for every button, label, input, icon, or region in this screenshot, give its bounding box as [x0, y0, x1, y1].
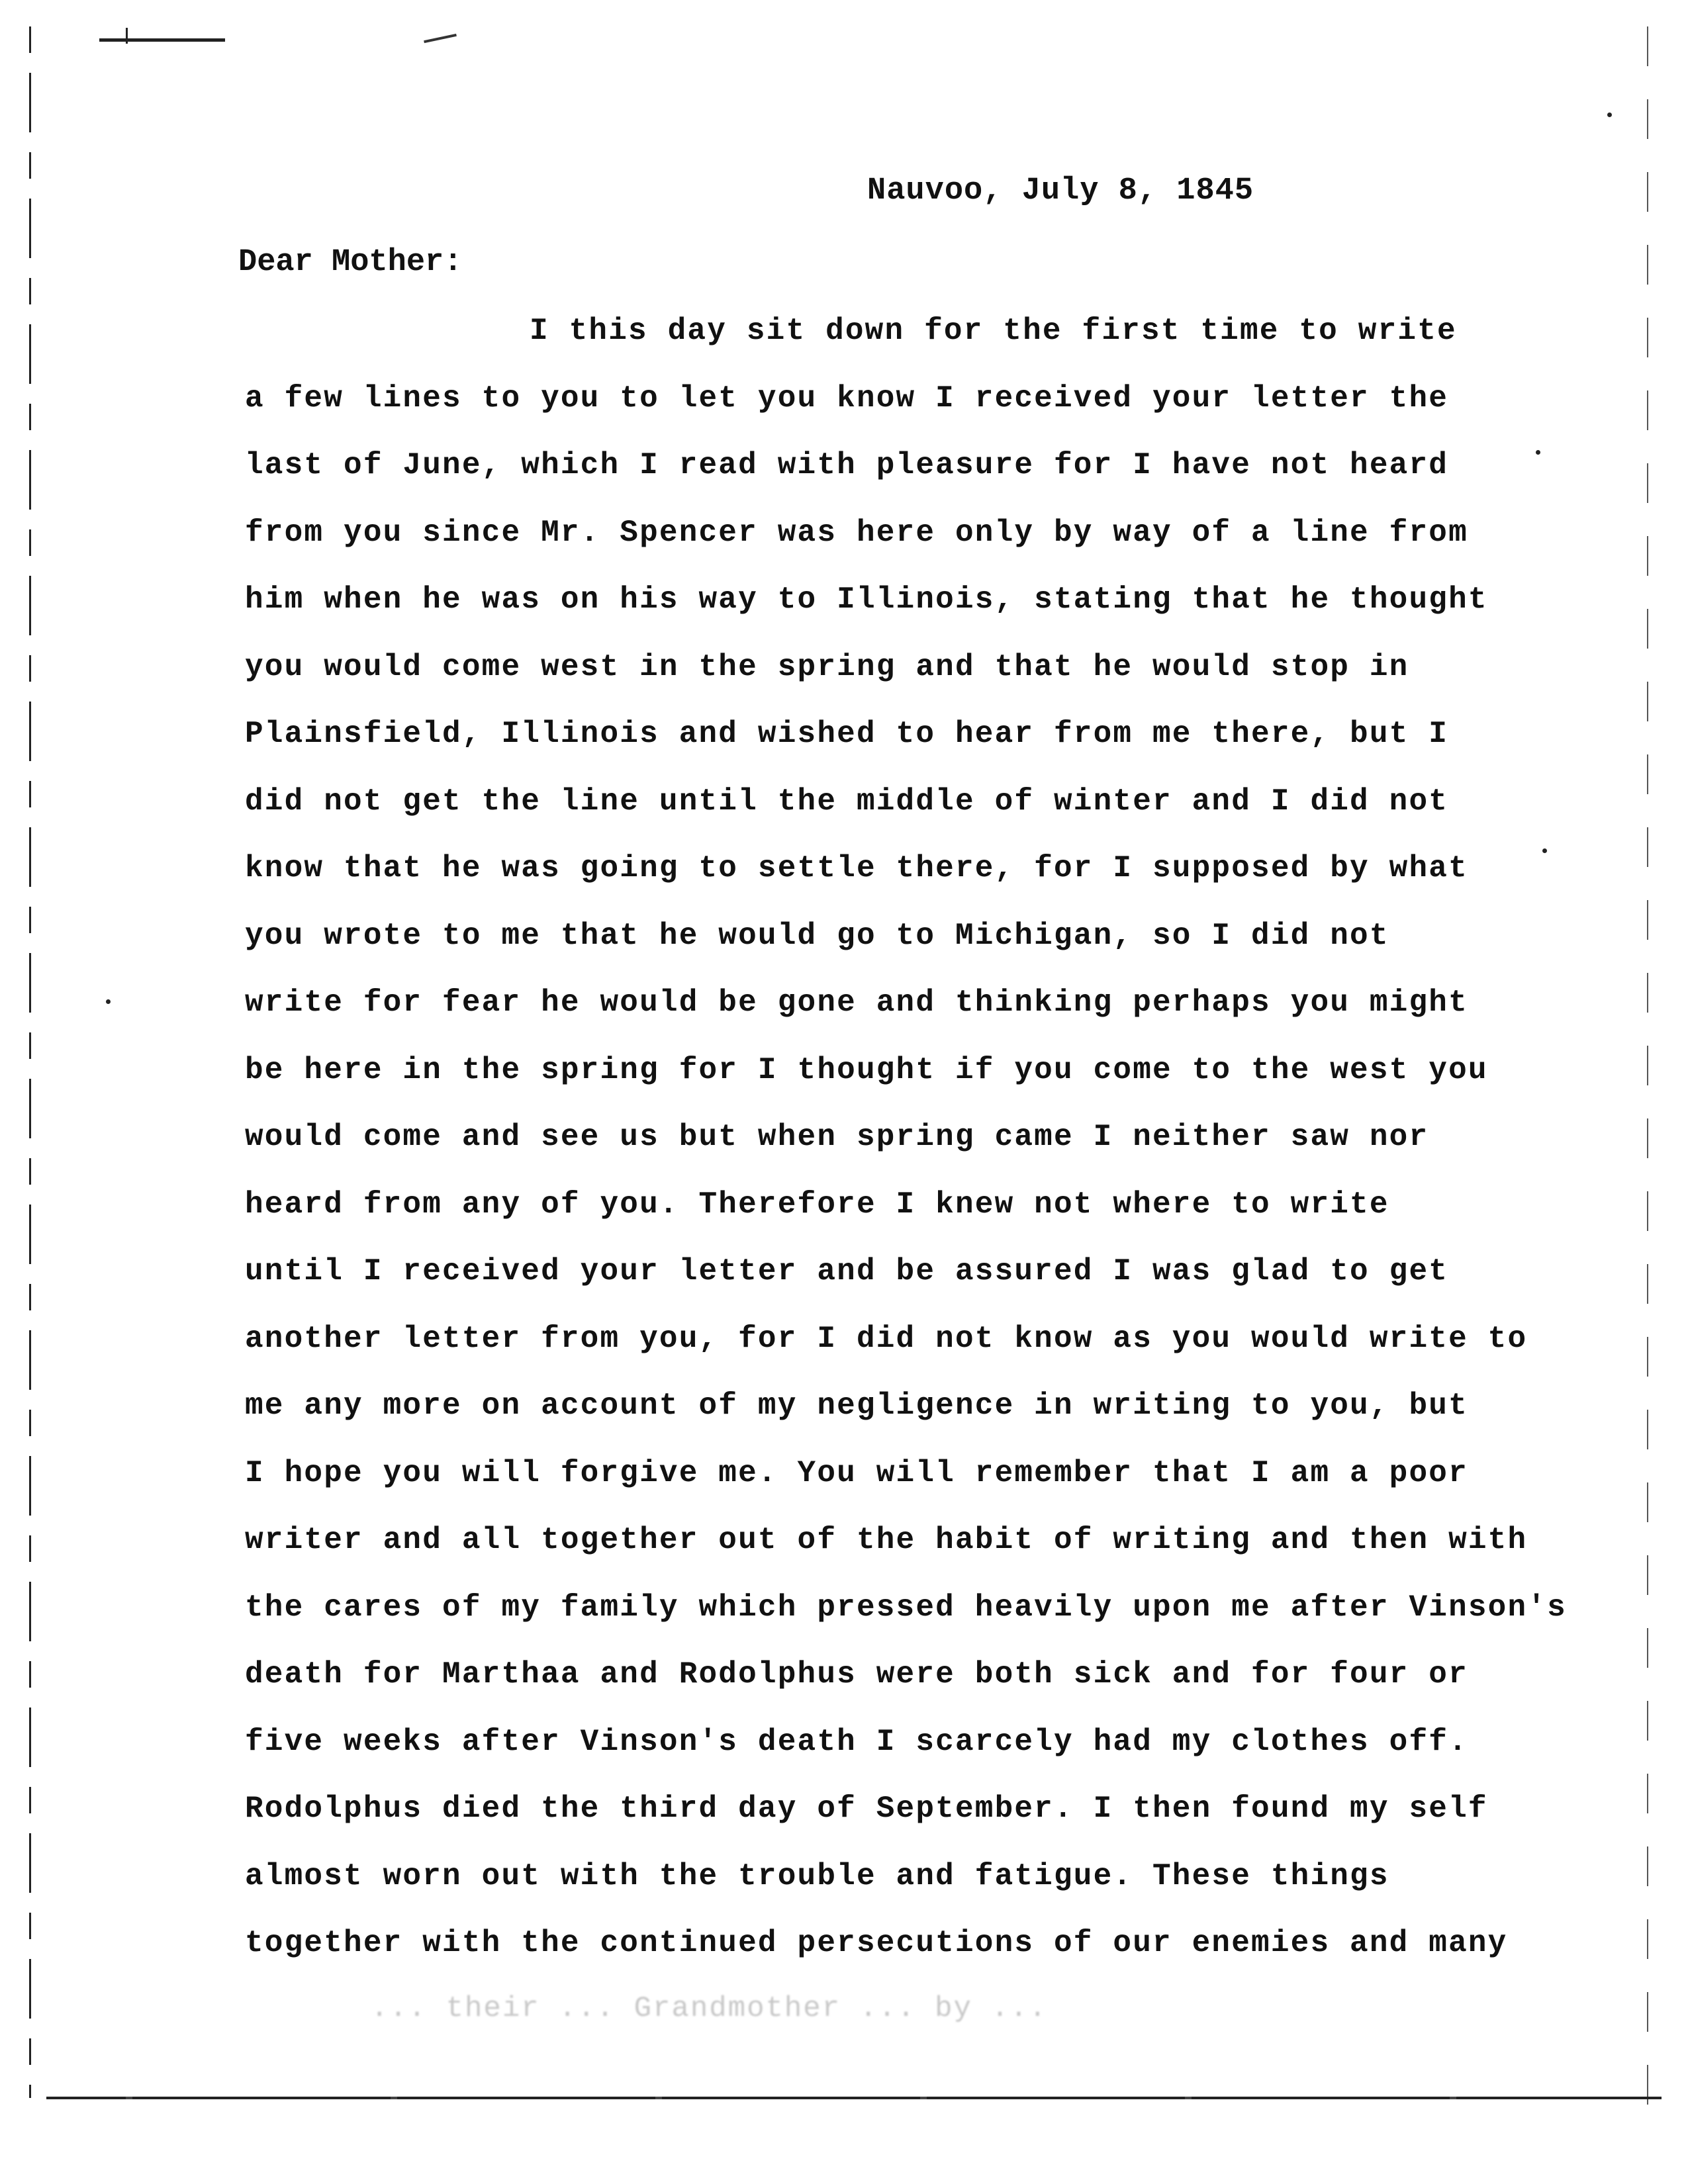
scan-speck [106, 999, 111, 1004]
bleed-through-text: ... their ... Grandmother ... by ... [371, 1992, 1048, 2025]
letter-line: together with the continued persecutions of our enemies and many [245, 1926, 1508, 1960]
scan-mark [424, 34, 457, 43]
letter-line: write for fear he would be gone and thinking perhaps you might [245, 985, 1468, 1020]
letter-line: almost worn out with the trouble and fatigue. These things [245, 1858, 1389, 1893]
letter-line: Rodolphus died the third day of September. I then found my self [245, 1792, 1488, 1826]
letter-line: another letter from you, for I did not know as you would write to [245, 1321, 1528, 1356]
letter-line: a few lines to you to let you know I received your letter the [245, 381, 1449, 416]
letter-line: you would come west in the spring and that he would stop in [245, 649, 1409, 684]
letter-line: last of June, which I read with pleasure for I have not heard [245, 448, 1449, 482]
letter-line: Plainsfield, Illinois and wished to hear from me there, but I [245, 717, 1449, 751]
letter-line: five weeks after Vinson's death I scarcely had my clothes off. [245, 1724, 1468, 1759]
letter-body [245, 311, 1635, 1991]
letter-line: know that he was going to settle there, for I supposed by what [245, 851, 1468, 886]
scan-speck [1607, 113, 1612, 117]
letter-line: did not get the line until the middle of winter and I did not [245, 784, 1449, 819]
letter-line: you wrote to me that he would go to Michigan, so I did not [245, 918, 1389, 953]
scan-mark [126, 28, 128, 44]
letter-line: I this day sit down for the first time to write [530, 314, 1457, 348]
letter-line: I hope you will forgive me. You will remember that I am a poor [245, 1455, 1468, 1490]
letter-line: would come and see us but when spring came I neither saw nor [245, 1120, 1429, 1154]
letter-line: writer and all together out of the habit of writing and then with [245, 1523, 1528, 1557]
letter-line: me any more on account of my negligence in writing to you, but [245, 1388, 1468, 1423]
letter-line: until I received your letter and be assured I was glad to get [245, 1254, 1449, 1289]
letter-dateline: Nauvoo, July 8, 1845 [867, 173, 1254, 208]
page-edge-bottom [46, 2097, 1662, 2099]
letter-salutation: Dear Mother: [238, 245, 463, 280]
page-edge-left [29, 26, 31, 2098]
letter-line: from you since Mr. Spencer was here only by way of a line from [245, 515, 1468, 550]
letter-line: death for Marthaa and Rodolphus were both sick and for four or [245, 1657, 1468, 1692]
scan-mark [99, 38, 225, 42]
letter-line: heard from any of you. Therefore I knew not where to write [245, 1187, 1389, 1222]
letter-line: the cares of my family which pressed heavily upon me after Vinson's [245, 1590, 1567, 1625]
letter-line: be here in the spring for I thought if you come to the west you [245, 1052, 1488, 1087]
letter-line: him when he was on his way to Illinois, stating that he thought [245, 582, 1488, 617]
page-edge-right [1647, 26, 1648, 2105]
